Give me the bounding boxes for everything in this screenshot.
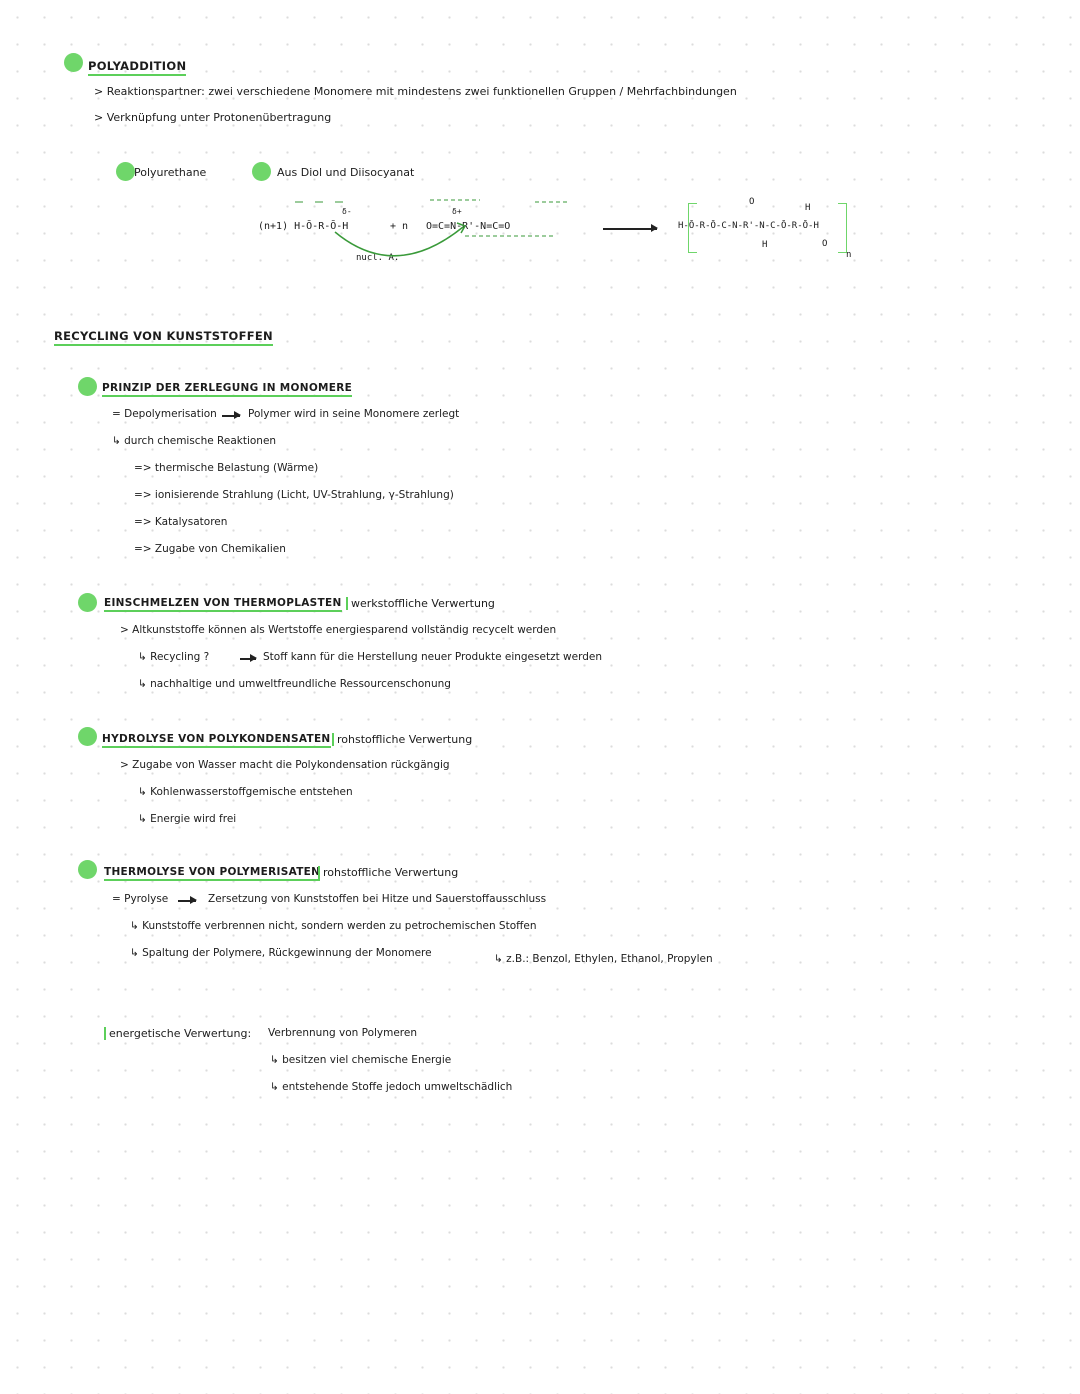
- polyaddition-line-1: > Reaktionspartner: zwei verschiedene Monomere mit mindestens zwei funktionellen Gruppen / Mehrfachbindungen: [94, 85, 737, 98]
- reactant-diisocyanate: O=C=N-R'-N=C=O: [426, 221, 511, 232]
- polyaddition-line-2: > Verknüpfung unter Protonenübertragung: [94, 111, 332, 124]
- thermolysis-line-3: ↳ Spaltung der Polymere, Rückgewinnung der Monomere: [130, 947, 432, 959]
- right-arrow-icon: [240, 658, 256, 660]
- principle-item: => Katalysatoren: [134, 516, 228, 528]
- right-arrow-icon: [222, 415, 240, 417]
- polyurethane-label: Polyurethane: [134, 166, 207, 179]
- melting-line-1: > Altkunststoffe können als Wertstoffe energiesparend vollständig recycelt werden: [120, 624, 557, 636]
- product-carbonyl-o: O: [749, 197, 755, 207]
- principle-item: => ionisierende Strahlung (Licht, UV-Strahlung, γ-Strahlung): [134, 489, 454, 501]
- principle-item: => Zugabe von Chemikalien: [134, 543, 286, 555]
- thermolysis-line-2: ↳ Kunststoffe verbrennen nicht, sondern werden zu petrochemischen Stoffen: [130, 920, 537, 932]
- thermolysis-line-1a: = Pyrolyse: [112, 893, 169, 905]
- hydrolysis-line-1: > Zugabe von Wasser macht die Polykondensation rückgängig: [120, 759, 450, 771]
- energetic-line-1: Verbrennung von Polymeren: [268, 1027, 418, 1039]
- energetic-line-2: ↳ besitzen viel chemische Energie: [270, 1054, 452, 1066]
- bullet-dot-icon: [78, 860, 97, 879]
- product-nh-top-h: H: [805, 203, 811, 213]
- bullet-dot-icon: [78, 377, 97, 396]
- hydrolysis-tag: rohstoffliche Verwertung: [332, 733, 472, 746]
- nucl-a-label: nucl. A.: [356, 253, 400, 263]
- reaction-curve-arrows: [255, 192, 585, 267]
- right-arrow-icon: [178, 900, 196, 902]
- principle-line-1b: Polymer wird in seine Monomere zerlegt: [248, 408, 460, 420]
- polyurethane-source: Aus Diol und Diisocyanat: [277, 166, 415, 179]
- melting-line-2a: ↳ Recycling ?: [138, 651, 210, 663]
- bullet-dot-icon: [64, 53, 83, 72]
- reaction-arrow-icon: [603, 228, 657, 230]
- product-repeat-n: n: [846, 250, 852, 260]
- hydrolysis-line-3: ↳ Energie wird frei: [138, 813, 237, 825]
- principle-item: => thermische Belastung (Wärme): [134, 462, 319, 474]
- principle-title: PRINZIP DER ZERLEGUNG IN MONOMERE: [102, 382, 352, 397]
- thermolysis-line-1b: Zersetzung von Kunststoffen bei Hitze und Sauerstoffausschluss: [208, 893, 547, 905]
- product-carbonyl-o2: O: [822, 239, 828, 249]
- principle-line-2: ↳ durch chemische Reaktionen: [112, 435, 277, 447]
- thermolysis-line-4: ↳ z.B.: Benzol, Ethylen, Ethanol, Propylen: [494, 953, 713, 965]
- right-bracket-icon: [838, 203, 847, 253]
- melting-tag: werkstoffliche Verwertung: [346, 597, 495, 610]
- nucleophilic-attack-arrow: [335, 227, 463, 256]
- melting-line-2b: Stoff kann für die Herstellung neuer Produkte eingesetzt werden: [263, 651, 602, 663]
- bullet-dot-icon: [116, 162, 135, 181]
- delta-plus-label: δ+: [452, 207, 462, 216]
- energetic-tag: energetische Verwertung:: [104, 1027, 251, 1040]
- polyaddition-title: POLYADDITION: [88, 59, 186, 76]
- bullet-dot-icon: [252, 162, 271, 181]
- energetic-line-3: ↳ entstehende Stoffe jedoch umweltschädlich: [270, 1081, 513, 1093]
- thermolysis-title: THERMOLYSE VON POLYMERISATEN: [104, 866, 320, 881]
- principle-line-1: = Depolymerisation: [112, 408, 217, 420]
- hydrolysis-title: HYDROLYSE VON POLYKONDENSATEN: [102, 733, 331, 748]
- recycling-title: RECYCLING VON KUNSTSTOFFEN: [54, 329, 273, 346]
- bullet-dot-icon: [78, 593, 97, 612]
- melting-title: EINSCHMELZEN VON THERMOPLASTEN: [104, 597, 342, 612]
- dashed-box-isocyanate: [430, 200, 570, 236]
- product-nh-bottom-h: H: [762, 240, 768, 250]
- melting-line-3: ↳ nachhaltige und umweltfreundliche Ressourcenschonung: [138, 678, 451, 690]
- plus-n: + n: [390, 221, 409, 232]
- reactant-diol: (n+1) H-Ō-R-Ō-H: [258, 221, 349, 232]
- delta-minus-label: δ-: [342, 207, 352, 216]
- product-chain: H-Ō-R-Ō-C-N-R'-N-C-Ō-R-Ō-H: [678, 221, 819, 231]
- bullet-dot-icon: [78, 727, 97, 746]
- thermolysis-tag: rohstoffliche Verwertung: [318, 866, 458, 879]
- hydrolysis-line-2: ↳ Kohlenwasserstoffgemische entstehen: [138, 786, 353, 798]
